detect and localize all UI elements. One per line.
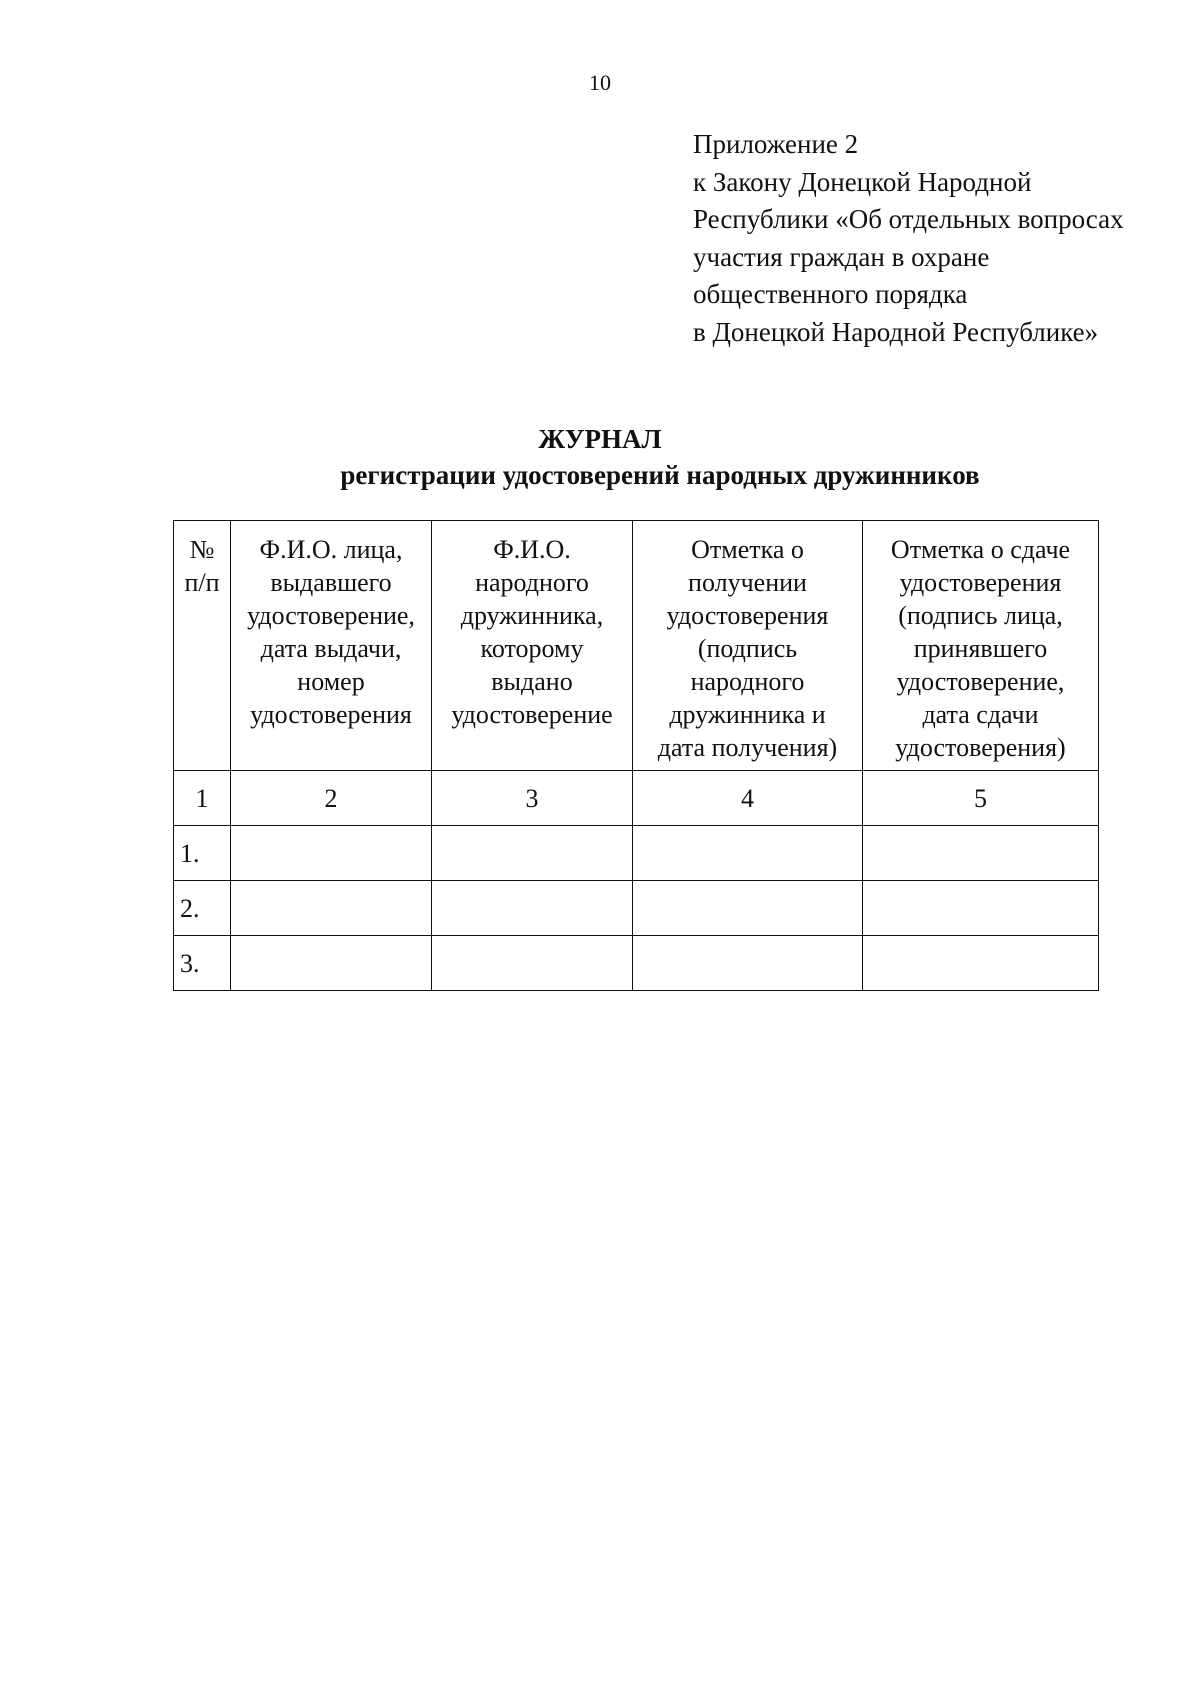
header-cell-number	[174, 521, 231, 771]
header-cell-recipient	[432, 521, 633, 771]
document-subtitle: регистрации удостоверений народных дружинников	[340, 460, 980, 490]
column-number-cell: 5	[863, 771, 1099, 826]
header-line: которому	[480, 634, 584, 663]
header-line: (подпись	[697, 634, 798, 663]
appendix-line: Республики «Об отдельных вопросах	[693, 204, 1124, 234]
appendix-line: к Закону Донецкой Народной	[693, 166, 1032, 197]
header-cell-issuer	[231, 521, 432, 771]
appendix-line: в Донецкой Народной Республике»	[693, 316, 1099, 347]
table-cell	[231, 826, 432, 881]
header-line: (подпись лица,	[898, 601, 1063, 630]
header-line: народного	[690, 667, 805, 696]
table-cell	[863, 936, 1099, 991]
header-line: дружинника,	[460, 601, 604, 630]
header-line: выдавшего	[270, 568, 392, 597]
column-number-cell: 4	[633, 771, 863, 826]
header-line: номер	[297, 667, 365, 696]
appendix-line: Приложение 2	[693, 129, 859, 159]
header-line: №	[189, 535, 215, 564]
header-line: удостоверения)	[895, 733, 1066, 762]
column-number-cell: 3	[432, 771, 633, 826]
header-line: дата сдачи	[922, 700, 1039, 729]
table-cell	[633, 936, 863, 991]
appendix-reference	[693, 126, 1183, 351]
table-cell	[863, 881, 1099, 936]
header-line: удостоверение,	[247, 601, 415, 630]
header-line: Ф.И.О.	[493, 535, 571, 564]
page-number: 10	[589, 70, 611, 95]
table-row	[174, 881, 1099, 936]
header-line: Отметка о сдаче	[890, 535, 1071, 564]
table-row	[174, 826, 1099, 881]
column-number-cell: 1	[174, 771, 231, 826]
header-line: дата получения)	[657, 733, 838, 762]
header-line: дата выдачи,	[260, 634, 402, 663]
table-header-row	[174, 521, 1099, 771]
header-line: удостоверения	[250, 700, 412, 729]
table-cell	[231, 881, 432, 936]
table-cell	[633, 826, 863, 881]
header-line: выдано	[491, 667, 573, 696]
appendix-line: участия граждан в охране	[693, 241, 990, 272]
header-line: дружинника и	[669, 700, 826, 729]
header-line: удостоверения	[899, 568, 1062, 597]
appendix-line: общественного порядка	[693, 279, 968, 309]
table-row	[174, 936, 1099, 991]
row-number-cell: 3.	[174, 936, 231, 991]
header-line: п/п	[184, 568, 220, 597]
header-line: Ф.И.О. лица,	[259, 535, 403, 564]
column-number-row	[174, 771, 1099, 826]
table-cell	[863, 826, 1099, 881]
row-number-cell: 2.	[174, 881, 231, 936]
header-line: получении	[688, 568, 807, 597]
row-number-cell: 1.	[174, 826, 231, 881]
header-line: удостоверения	[666, 601, 829, 630]
header-line: принявшего	[913, 634, 1048, 663]
header-line: удостоверение	[451, 700, 613, 729]
header-line: Отметка о	[691, 535, 804, 564]
header-line: удостоверение,	[896, 667, 1065, 696]
table-cell	[633, 881, 863, 936]
header-cell-receipt-mark	[633, 521, 863, 771]
column-number-cell: 2	[231, 771, 432, 826]
table-cell	[432, 881, 633, 936]
table-cell	[432, 936, 633, 991]
journal-table	[173, 520, 1099, 991]
header-cell-return-mark	[863, 521, 1099, 771]
table-cell	[231, 936, 432, 991]
header-line: народного	[475, 568, 589, 597]
document-title: ЖУРНАЛ	[538, 424, 662, 454]
table-cell	[432, 826, 633, 881]
